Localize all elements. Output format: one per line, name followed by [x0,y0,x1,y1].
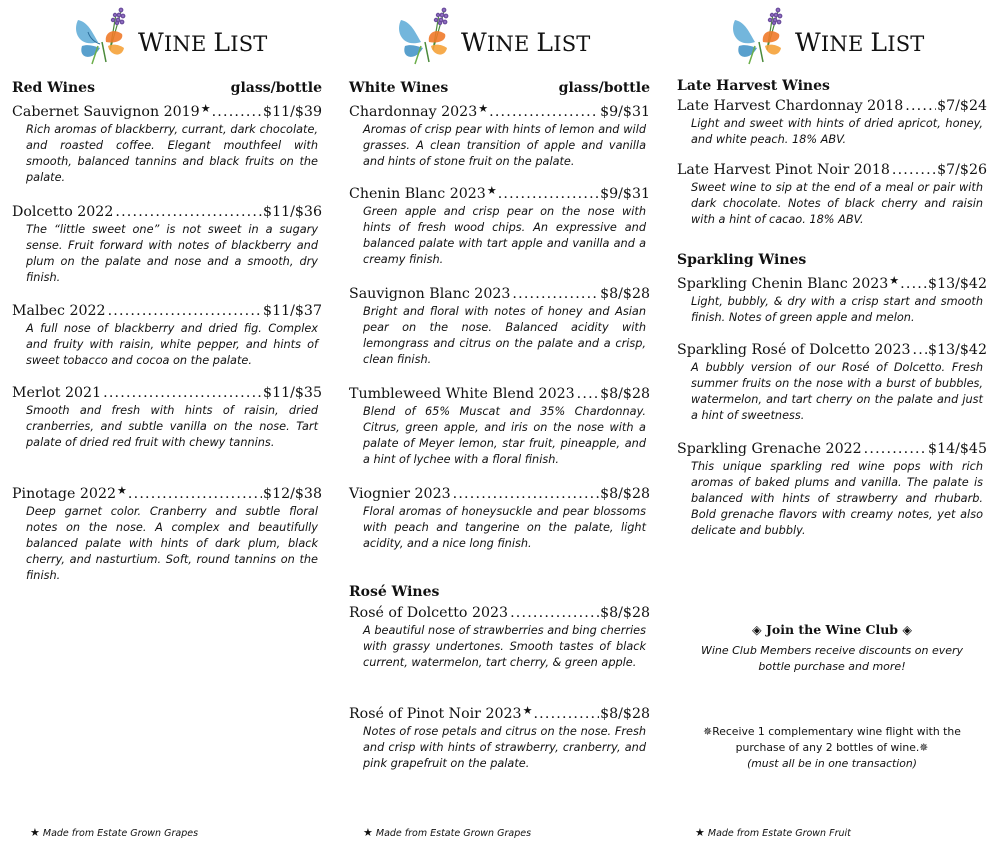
wine-item [12,384,322,451]
star-icon: ★ [522,704,533,717]
glass-bottle-label: glass/bottle [230,80,322,96]
footnote: ★ Made from Estate Grown Grapes [30,826,199,839]
wine-club-title: ◈ Join the Wine Club ◈ [751,622,913,637]
wine-item [349,285,650,368]
wine-name: Viognier 2023 [349,486,451,502]
wine-list-logo [70,2,270,68]
wine-item [677,275,987,326]
wine-description: Light, bubbly, & dry with a crisp start and smooth finish. Notes of green apple and melon. [691,295,983,324]
wine-description: Deep garnet color. Cranberry and subtle floral notes on the nose. A complex and beautifully balanced palate with hints of dark plum, black cherry, and nasturtium. Soft, round tannins on the finish. [26,505,318,582]
butterfly-lavender-icon [70,2,140,68]
star-icon: ★ [486,184,497,197]
wine-description: Notes of rose petals and citrus on the nose. Fresh and crisp with hints of strawberry, cranberry, and pink grapefruit on the palate. [363,725,646,770]
wine-price: $9/$31 [600,104,650,120]
wine-item [349,385,650,468]
wine-price: $7/$24 [937,98,987,114]
wine-price: $11/$37 [263,303,322,319]
wine-name: Merlot 2021 [12,385,102,401]
wine-description: Blend of 65% Muscat and 35% Chardonnay. Citrus, green apple, and iris on the nose with a palate of Meyer lemon, star fruit, pineapple, and a hint of lychee with a floral finish. [363,405,646,466]
footnote: ★ Made from Estate Grown Grapes [363,826,532,839]
wine-item [349,103,650,170]
wine-item [349,604,650,671]
wine-price: $8/$28 [600,386,650,402]
star-icon: ★ [117,484,127,497]
wine-price: $13/$42 [928,276,987,292]
wine-name: Late Harvest Pinot Noir 2018 [677,162,890,178]
wine-description: This unique sparkling red wine pops with rich aromas of baked plums and vanilla. The palate is balanced with hints of strawberry and rhubarb. Bold grenache flavors with creamy notes, yet also delicate and bubbly. [691,460,983,537]
menu-column-white [349,0,650,844]
star-icon: ★ [30,826,40,839]
promo-text [677,724,987,772]
wine-name: Rosé of Dolcetto 2023 [349,605,509,621]
wine-list-logo [393,2,593,68]
wine-name: Malbec 2022 [12,303,106,319]
section-title-rose: Rosé Wines [349,584,440,600]
wine-item [677,440,987,539]
wine-item [12,485,322,584]
wine-price: $7/$26 [937,162,987,178]
wine-name: Dolcetto 2022 [12,204,114,220]
wine-price: $11/$39 [263,104,322,120]
wine-description: Smooth and fresh with hints of raisin, dried cranberries, and subtle vanilla on the nose. Tart palate of dried red fruit with chewy tannins. [26,404,318,449]
wine-item [12,103,322,186]
wine-item [349,485,650,552]
star-icon: ★ [889,274,900,287]
section-title: Late Harvest Wines [677,78,830,94]
wine-name: Pinotage 2022 [12,486,117,502]
star-icon: ★ [363,826,373,839]
menu-column-red [12,0,322,844]
section-title: Red Wines glass/bottle [12,80,322,96]
logo-title: WINE LIST [138,28,268,57]
wine-price: $8/$28 [600,706,650,722]
menu-column-late-sparkling [677,0,987,844]
wine-description: Rich aromas of blackberry, currant, dark chocolate, and roasted coffee. Elegant mouthfeel with smooth, balanced tannins and black fruits on the palate. [26,123,318,184]
glass-bottle-label: glass/bottle [558,80,650,96]
wine-description: A beautiful nose of strawberries and bing cherries with grassy undertones. Smooth tastes of black current, watermelon, tart cherry, & green apple. [363,624,646,669]
wine-price: $13/$42 [928,342,987,358]
wine-name: Late Harvest Chardonnay 2018 [677,98,904,114]
wine-name: Sparkling Rosé of Dolcetto 2023 [677,342,911,358]
wine-description: Bright and floral with notes of honey and Asian pear on the nose. Balanced acidity with lemongrass and citrus on the palate and a crisp, clean finish. [363,305,646,366]
wine-item [677,97,987,148]
footnote: ★ Made from Estate Grown Fruit [695,826,851,839]
star-icon: ★ [478,102,489,115]
wine-club-text: Wine Club Members receive discounts on every bottle purchase and more! [700,644,964,673]
wine-item [349,185,650,268]
wine-description: The “little sweet one” is not sweet in a sugary sense. Fruit forward with notes of blackberry and plum on the palate and nose and a smooth, dry finish. [26,223,318,284]
wine-description: Aromas of crisp pear with hints of lemon and wild grasses. A clean transition of apple and vanilla and hints of stone fruit on the palate. [363,123,646,168]
wine-price: $8/$28 [600,286,650,302]
wine-name: Sauvignon Blanc 2023 [349,286,511,302]
wine-item [349,705,650,772]
star-icon: ★ [695,826,705,839]
logo-title: WINE LIST [795,28,925,57]
wine-item [12,203,322,286]
wine-description: Light and sweet with hints of dried apricot, honey, and white peach. 18% ABV. [691,117,983,146]
wine-price: $8/$28 [600,486,650,502]
logo-title: WINE LIST [461,28,591,57]
butterfly-lavender-icon [727,2,797,68]
wine-name: Sparkling Chenin Blanc 2023 [677,276,889,292]
wine-description: Green apple and crisp pear on the nose with hints of fresh wood chips. An expressive and balanced palate with tart apple and vanilla and a creamy finish. [363,205,646,266]
wine-item [677,341,987,424]
wine-description: A full nose of blackberry and dried fig. Complex and fruity with raisin, white pepper, and hints of sweet tobacco and cocoa on the palate. [26,322,318,367]
wine-description: Sweet wine to sip at the end of a meal or pair with dark chocolate. Notes of black cherry and raisin with a hint of cacao. 18% ABV. [691,181,983,226]
wine-description: A bubbly version of our Rosé of Dolcetto. Fresh summer fruits on the nose with a burst of bubbles, watermelon, and tart cherry on the palate and just a hint of sweetness. [691,361,983,422]
wine-item [12,302,322,369]
wine-price: $8/$28 [600,605,650,621]
wine-name: Chardonnay 2023 [349,104,478,120]
wine-list-logo [727,2,927,68]
wine-name: Rosé of Pinot Noir 2023 [349,706,522,722]
butterfly-lavender-icon [393,2,463,68]
section-title-sparkling: Sparkling Wines [677,252,807,268]
wine-price: $11/$35 [263,385,322,401]
wine-description: Floral aromas of honeysuckle and pear blossoms with peach and tangerine on the palate, light acidity, and a nice long finish. [363,505,646,550]
wine-price: $12/$38 [263,486,322,502]
wine-price: $14/$45 [928,441,987,457]
wine-name: Tumbleweed White Blend 2023 [349,386,575,402]
wine-item [677,161,987,228]
wine-name: Cabernet Sauvignon 2019 [12,104,200,120]
wine-price: $9/$31 [600,186,650,202]
promo-line: ✵Receive 1 complementary wine flight with the purchase of any 2 bottles of wine.✵ [703,725,961,754]
section-title: White Wines glass/bottle [349,80,650,96]
wine-name: Chenin Blanc 2023 [349,186,486,202]
wine-price: $11/$36 [263,204,322,220]
wine-name: Sparkling Grenache 2022 [677,441,862,457]
star-icon: ★ [200,102,211,115]
promo-note: (must all be in one transaction) [747,757,917,770]
